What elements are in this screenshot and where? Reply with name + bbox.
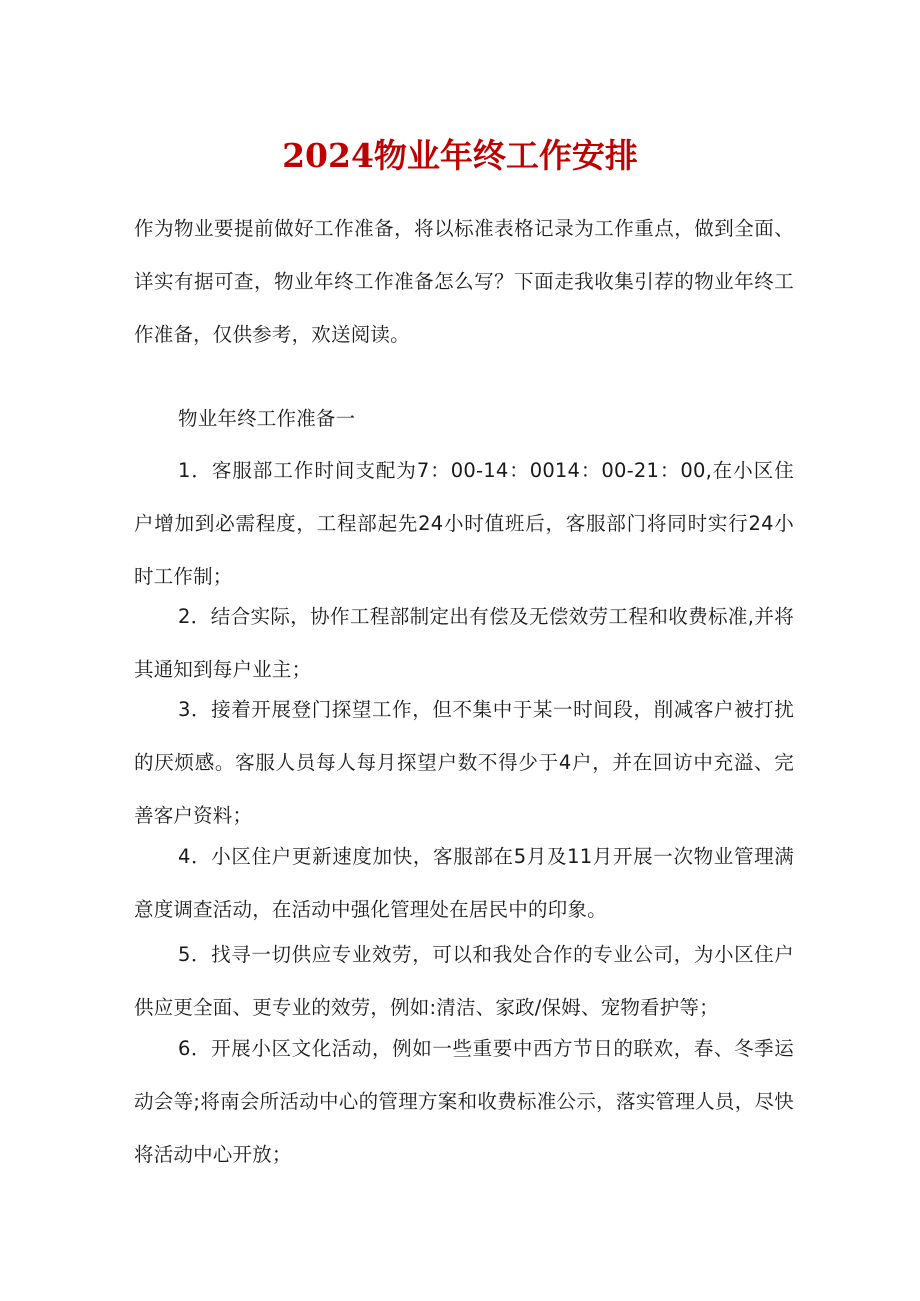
intro-paragraph: 作为物业要提前做好工作准备，将以标准表格记录为工作重点，做到全面、详实有据可查，物业年终工作准备怎么写？下面走我收集引荐的物业年终工作准备，仅供参考，欢送阅读。 [134,217,794,346]
list-item-2: 2．结合实际，协作工程部制定出有偿及无偿效劳工程和收费标准,并将其通知到每户业主； [134,605,794,681]
list-item-5: 5．找寻一切供应专业效劳，可以和我处合作的专业公司，为小区住户供应更全面、更专业的效劳，例如:清洁、家政/保姆、宠物看护等； [134,943,794,1019]
list-item-6: 6．开展小区文化活动，例如一些重要中西方节日的联欢，春、冬季运动会等;将南会所活动中心的管理方案和收费标准公示，落实管理人员，尽快将活动中心开放； [134,1037,794,1166]
document-title: 2024物业年终工作安排 [282,136,638,175]
list-item-1: 1．客服部工作时间支配为7：00-14：0014：00-21：00,在小区住户增加到必需程度，工程部起先24小时值班后，客服部门将同时实行24小时工作制； [134,459,794,588]
section-heading: 物业年终工作准备一 [178,407,356,430]
list-item-3: 3．接着开展登门探望工作，但不集中于某一时间段，削减客户被打扰的厌烦感。客服人员每人每月探望户数不得少于4户，并在回访中充溢、完善客户资料； [134,698,794,827]
list-item-4: 4．小区住户更新速度加快，客服部在5月及11月开展一次物业管理满意度调查活动，在活动中强化管理处在居民中的印象。 [134,845,794,921]
